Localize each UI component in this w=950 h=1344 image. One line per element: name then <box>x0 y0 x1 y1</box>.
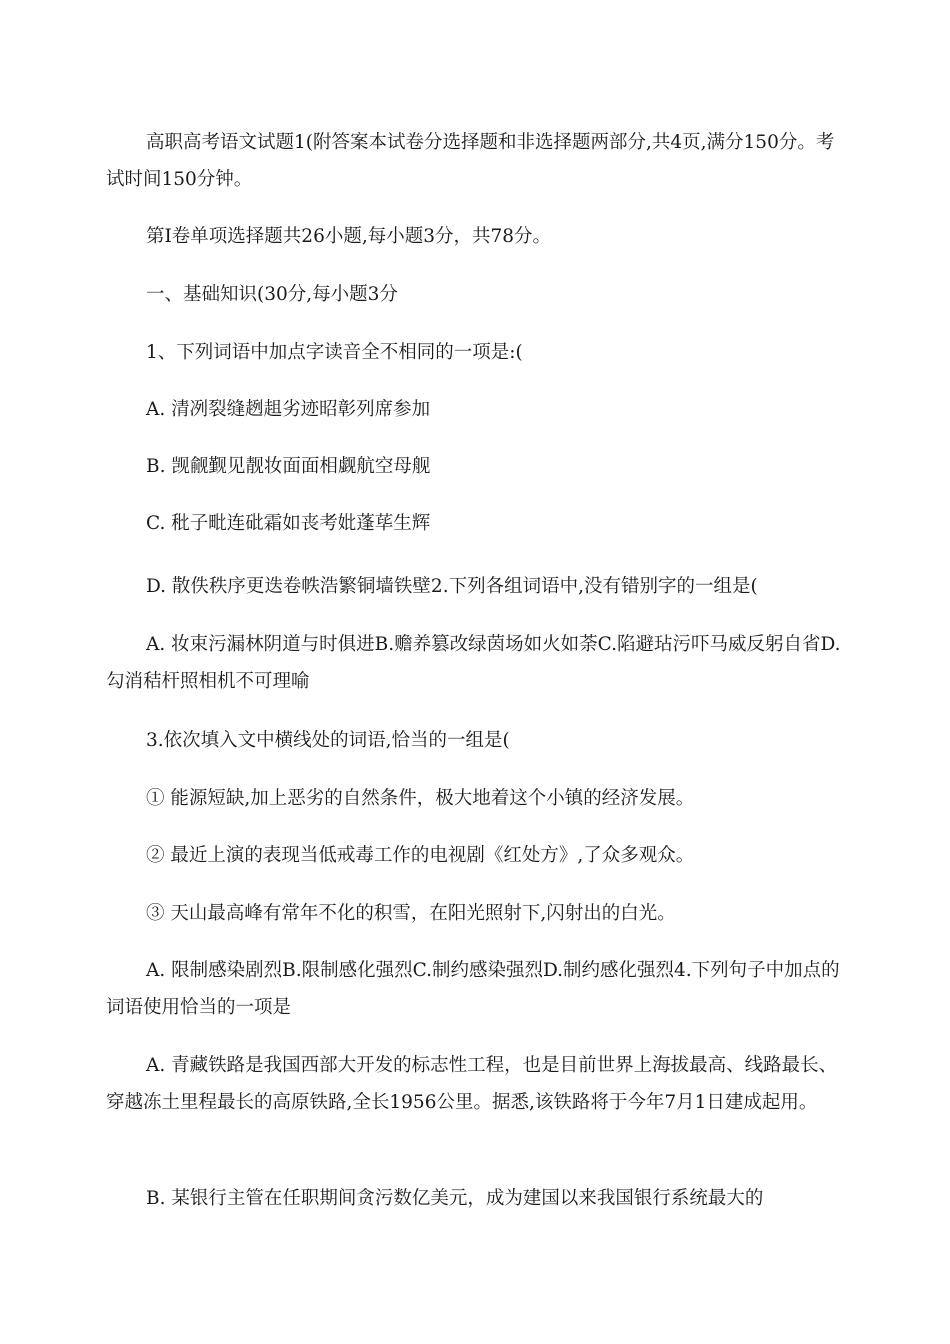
question-3-options-and-question-4-stem: A. 限制感染剧烈B.限制感化强烈C.制约感染强烈D.制约感化强烈4.下列句子中加点的词语使用恰当的一项是 <box>106 960 840 1018</box>
question-1-option-d-and-question-2-stem: D. 散佚秩序更迭卷帙浩繁铜墙铁壁2.下列各组词语中,没有错别字的一组是( <box>146 576 758 597</box>
exam-header-paragraph: 高职高考语文试题1(附答案本试卷分选择题和非选择题两部分,共4页,满分150分。考试时间150分钟。 <box>106 132 835 190</box>
question-1-stem: 1、下列词语中加点字读音全不相同的一项是:( <box>146 342 523 363</box>
question-3-sentence-3: ③ 天山最高峰有常年不化的积雪，在阳光照射下,闪射出的白光。 <box>146 903 676 924</box>
question-1-option-b: B. 觊觎觐见靓妆面面相觑航空母舰 <box>146 456 431 477</box>
question-3-stem: 3.依次填入文中横线处的词语,恰当的一组是( <box>146 730 510 751</box>
question-4-option-a: A. 青藏铁路是我国西部大开发的标志性工程，也是目前世界上海拔最高、线路最长、穿越冻土里程最长的高原铁路,全长1956公里。据悉,该铁路将于今年7月1日建成起用。 <box>106 1055 838 1113</box>
section-one-heading: 第Ⅰ卷单项选择题共26小题,每小题3分，共78分。 <box>146 226 552 247</box>
question-4-option-b: B. 某银行主管在任职期间贪污数亿美元，成为建国以来我国银行系统最大的 <box>146 1188 764 1209</box>
question-3-sentence-2: ② 最近上演的表现当低戒毒工作的电视剧《红处方》,了众多观众。 <box>146 845 695 866</box>
question-3-sentence-1: ① 能源短缺,加上恶劣的自然条件，极大地着这个小镇的经济发展。 <box>146 788 695 809</box>
question-1-option-a: A. 清冽裂缝趔趄劣迹昭彰列席参加 <box>146 399 431 420</box>
question-1-option-c: C. 秕子毗连砒霜如丧考妣蓬荜生辉 <box>146 513 431 534</box>
question-2-options: A. 妆束污漏林阴道与时俱进B.赡养篡改绿茵场如火如荼C.陷避玷污吓马威反躬自省D.勾消秸杆照相机不可理喻 <box>106 634 841 692</box>
part-one-heading: 一、基础知识(30分,每小题3分 <box>146 284 398 305</box>
